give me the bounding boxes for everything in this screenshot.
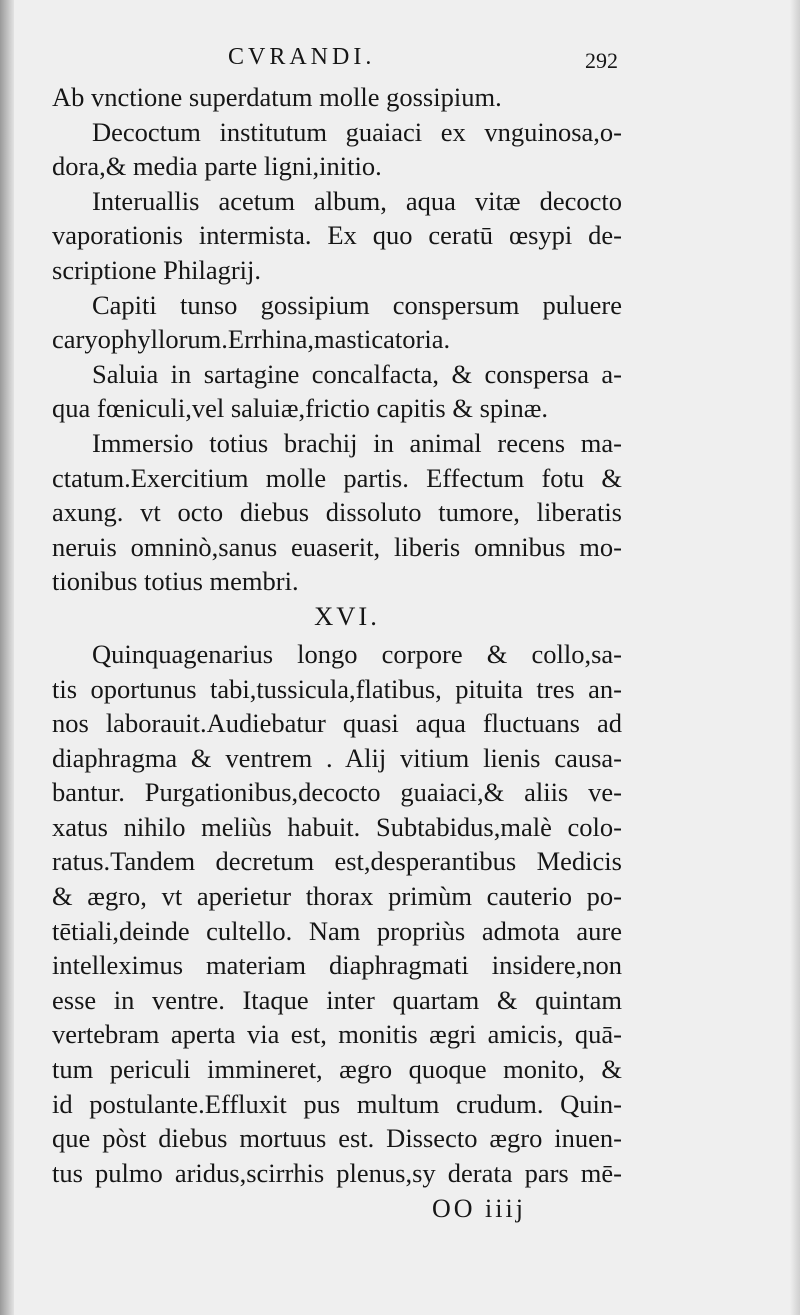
paragraph (52, 115, 622, 184)
paragraph (52, 184, 622, 288)
text-line: vertebram aperta via est, monitis ægri amicis, quā- (52, 1019, 622, 1050)
text-line: axung. vt octo diebus dissoluto tumore, liberatis (52, 497, 622, 528)
page-edge (790, 0, 800, 1315)
text-line: Capiti tunso gossipium conspersum puluere (92, 289, 622, 320)
text-line: que pòst diebus mortuus est. Dissecto ægro inuen- (52, 1123, 622, 1154)
text-line: esse in ventre. Itaque inter quartam & quintam (52, 984, 622, 1015)
text-line: Ab vnctione superdatum molle gossipium. (52, 82, 502, 112)
text-line: Interuallis acetum album, aqua vitæ decocto (92, 185, 622, 216)
page-gutter-shadow (0, 0, 14, 1315)
text-line: tis oportunus tabi,tussicula,flatibus, pituita tres an- (52, 673, 622, 704)
text-line: ctatum.Exercitium molle partis. Effectum fotu & (52, 462, 622, 493)
text-line: xatus nihilo meliùs habuit. Subtabidus,malè colo- (52, 811, 622, 842)
paragraph (52, 80, 622, 115)
text-line: dora,& media parte ligni,initio. (52, 151, 382, 182)
text-line: id postulante.Effluxit pus multum crudum. Quin- (52, 1088, 622, 1119)
text-line: nos laborauit.Audiebatur quasi aqua fluctuans ad (52, 708, 622, 739)
paragraph (52, 357, 622, 426)
paragraph (52, 288, 622, 357)
paragraph (52, 426, 622, 599)
text-line: tum periculi immineret, ægro quoque monito, & (52, 1054, 622, 1085)
section-heading: XVI. (314, 600, 380, 631)
text-line: diaphragma & ventrem . Alij vitium lienis causa- (52, 742, 622, 773)
case-paragraph (52, 637, 622, 1191)
text-line: neruis omninò,sanus euaserit, liberis omnibus mo- (52, 531, 622, 562)
text-line: vaporationis intermista. Ex quo ceratū œsypi de- (52, 220, 622, 251)
text-line: Saluia in sartagine concalfacta, & conspersa a- (92, 358, 622, 389)
text-line: bantur. Purgationibus,decocto guaiaci,& aliis ve- (52, 777, 622, 808)
text-line: ratus.Tandem decretum est,desperantibus Medicis (52, 846, 622, 877)
running-head (52, 40, 622, 80)
text-line: caryophyllorum.Errhina,masticatoria. (52, 324, 451, 355)
text-line: tētiali,deinde cultello. Nam propriùs admota aure (52, 915, 622, 946)
text-line: tionibus totius membri. (52, 566, 299, 597)
text-line: & ægro, vt aperietur thorax primùm cauterio po- (52, 881, 622, 912)
text-line: Immersio totius brachij in animal recens ma- (92, 427, 622, 458)
text-line: Quinquagenarius longo corpore & collo,sa- (92, 638, 622, 669)
text-line: Decoctum institutum guaiaci ex vnguinosa,o- (92, 116, 622, 147)
running-head-title: CVRANDI. (228, 44, 376, 70)
text-line: tus pulmo aridus,scirrhis plenus,sy derata pars mē- (52, 1157, 622, 1188)
page-number: 292 (585, 48, 618, 73)
text-line: qua fœniculi,vel saluiæ,frictio capitis & spinæ. (52, 393, 549, 424)
signature-mark: OO iiij (432, 1194, 526, 1224)
text-line: intelleximus materiam diaphragmati insidere,non (52, 950, 622, 981)
text-block (52, 40, 622, 1230)
signature-line (52, 1190, 622, 1230)
text-line: scriptione Philagrij. (52, 254, 262, 285)
